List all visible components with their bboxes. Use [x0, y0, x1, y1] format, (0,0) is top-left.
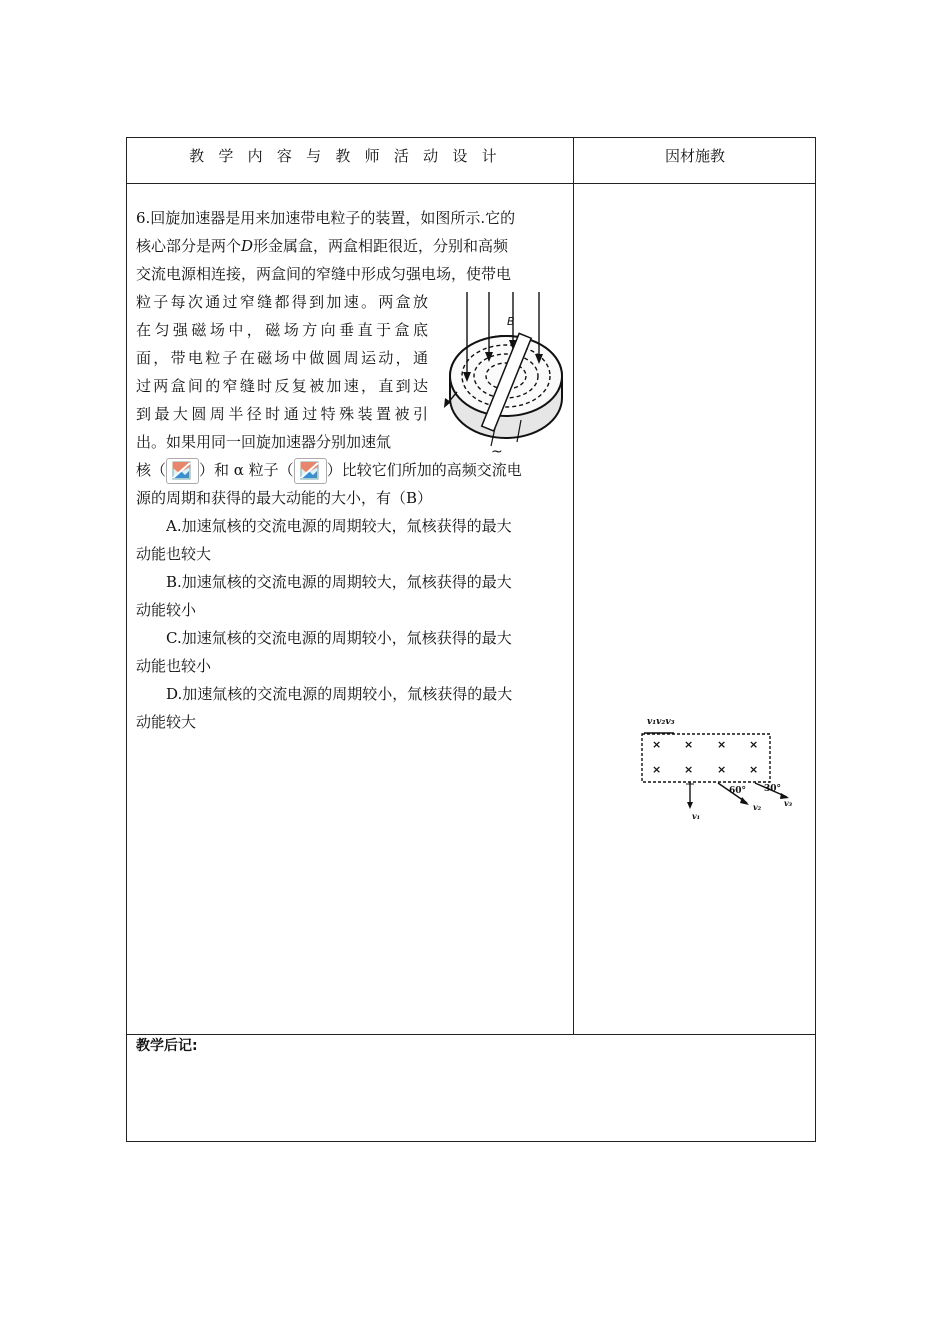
- italic-d: D: [241, 237, 254, 255]
- problem-line: 6.回旋加速器是用来加速带电粒子的装置，如图所示.它的: [136, 209, 516, 227]
- problem-line: 过两盒间的窄缝时反复被加速，直到达: [136, 377, 428, 395]
- column-header-adaptive: 因材施教: [664, 147, 725, 165]
- field-cross: ×: [717, 763, 727, 776]
- option-c-cont: 动能也较小: [136, 657, 212, 675]
- option-a-cont: 动能也较大: [136, 545, 212, 563]
- field-label: B: [507, 315, 515, 328]
- field-cross: ×: [684, 763, 694, 776]
- text-run: ）和 α 粒子（: [199, 461, 294, 479]
- text-run: 核（: [136, 461, 167, 479]
- problem-line: 粒子每次通过窄缝都得到加速。两盒放: [136, 293, 428, 311]
- problem-line: [136, 456, 566, 484]
- option-a: A.加速氚核的交流电源的周期较大，氚核获得的最大: [166, 517, 512, 535]
- field-cross: ×: [652, 738, 662, 751]
- broken-image-icon: [166, 458, 199, 484]
- option-c: C.加速氚核的交流电源的周期较小，氚核获得的最大: [166, 629, 512, 647]
- v1-label: v₁: [692, 811, 701, 821]
- text-run: 形金属盒，两盒相距很近，分别和高频: [253, 237, 509, 255]
- magnetic-field-diagram: [638, 711, 798, 821]
- field-cross: ×: [717, 738, 727, 751]
- text-run: 核心部分是两个: [136, 237, 242, 255]
- ac-source-label: ~: [491, 444, 503, 460]
- header-divider: [127, 183, 815, 184]
- problem-line: 交流电源相连接，两盒间的窄缝中形成匀强电场，使带电: [136, 265, 512, 283]
- column-divider: [573, 138, 574, 1035]
- problem-line: 出。如果用同一回旋加速器分别加速氚: [136, 433, 392, 451]
- v3-label: v₃: [784, 798, 793, 808]
- column-header-content: 教学内容与教师活动设计: [189, 147, 511, 165]
- v2-label: v₂: [753, 802, 762, 812]
- field-cross: ×: [684, 738, 694, 751]
- angle-60-label: 60°: [729, 786, 747, 796]
- field-cross: ×: [749, 738, 759, 751]
- lesson-plan-table: [126, 137, 816, 1142]
- option-d: D.加速氚核的交流电源的周期较小，氚核获得的最大: [166, 685, 513, 703]
- option-d-cont: 动能较大: [136, 713, 197, 731]
- option-b: B.加速氚核的交流电源的周期较大，氚核获得的最大: [166, 573, 512, 591]
- problem-line: 源的周期和获得的最大动能的大小，有（B）: [136, 489, 433, 507]
- footer-divider: [127, 1034, 815, 1035]
- velocity-top-label: v₁v₂v₃: [647, 717, 675, 727]
- field-cross: ×: [652, 763, 662, 776]
- problem-text: [136, 204, 566, 736]
- broken-image-icon: [294, 458, 327, 484]
- field-cross: ×: [749, 763, 759, 776]
- problem-line: [136, 232, 566, 260]
- option-b-cont: 动能较小: [136, 601, 197, 619]
- teaching-note-label: 教学后记:: [136, 1038, 198, 1054]
- problem-line: 到最大圆周半径时通过特殊装置被引: [136, 405, 428, 423]
- cyclotron-diagram: [443, 288, 573, 460]
- text-run: ）比较它们所加的高频交流电: [326, 461, 522, 479]
- angle-30-label: 30°: [764, 784, 782, 794]
- problem-line: 面，带电粒子在磁场中做圆周运动，通: [136, 349, 428, 367]
- problem-line: 在匀强磁场中，磁场方向垂直于盒底: [136, 321, 428, 339]
